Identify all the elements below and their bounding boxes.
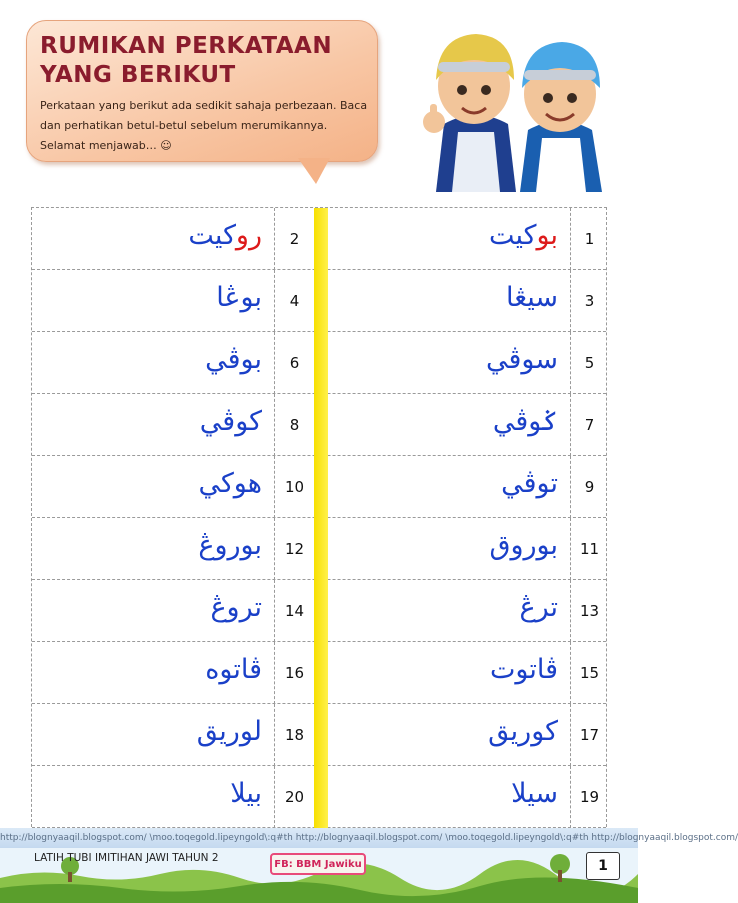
answer-cell-right[interactable] xyxy=(328,704,570,766)
divider-stripe xyxy=(314,394,328,456)
question-number-left: 4 xyxy=(274,270,314,332)
jawi-word-left xyxy=(205,340,262,380)
jawi-word-highlight: بو xyxy=(536,220,558,251)
answer-cell-right[interactable] xyxy=(328,332,570,394)
jawi-word-rest: هوكي xyxy=(198,468,262,499)
jawi-word-left xyxy=(197,712,262,752)
title-line-1: RUMIKAN PERKATAAN xyxy=(40,33,333,59)
jawi-word-right xyxy=(490,526,559,566)
page-number: 1 xyxy=(586,852,620,880)
divider-stripe xyxy=(314,270,328,332)
question-number-left: 8 xyxy=(274,394,314,456)
jawi-word-right xyxy=(490,650,558,690)
instruction-text: Perkataan yang berikut ada sedikit sahaja perbezaan. Baca dan perhatikan betul-betul sebelum merumikannya. Selamat menjawab… ☺ xyxy=(40,99,368,152)
question-number-left: 12 xyxy=(274,518,314,580)
jawi-word-right xyxy=(506,278,558,318)
question-number-right: 11 xyxy=(570,518,608,580)
jawi-word-left xyxy=(200,402,262,442)
answer-cell-right[interactable] xyxy=(328,518,570,580)
question-number-right: 9 xyxy=(570,456,608,518)
question-number-right: 13 xyxy=(570,580,608,642)
question-number-left: 6 xyxy=(274,332,314,394)
question-number-right: 19 xyxy=(570,766,608,828)
jawi-word-right xyxy=(519,588,558,628)
answer-cell-left[interactable] xyxy=(32,704,274,766)
jawi-word-left xyxy=(188,216,262,256)
jawi-word-left xyxy=(216,278,262,318)
table-row xyxy=(32,456,606,518)
question-number-right: 7 xyxy=(570,394,608,456)
table-row xyxy=(32,704,606,766)
divider-stripe xyxy=(314,580,328,642)
jawi-word-left xyxy=(198,526,262,566)
answer-cell-left[interactable] xyxy=(32,518,274,580)
jawi-word-left xyxy=(198,464,262,504)
jawi-word-rest: كوريق xyxy=(488,716,558,747)
jawi-word-rest: سيلا xyxy=(511,778,558,809)
answer-cell-left[interactable] xyxy=(32,580,274,642)
question-number-left: 16 xyxy=(274,642,314,704)
divider-stripe xyxy=(314,642,328,704)
answer-cell-right[interactable] xyxy=(328,642,570,704)
jawi-word-rest: كيت xyxy=(489,220,537,251)
jawi-word-rest: سيڠا xyxy=(505,282,558,313)
page-title xyxy=(40,32,370,90)
jawi-word-rest: ݢوڤي xyxy=(492,406,558,437)
answer-cell-left[interactable] xyxy=(32,766,274,828)
question-number-right: 17 xyxy=(570,704,608,766)
facebook-label: FB: BBM Jawiku xyxy=(270,853,366,875)
title-line-2: YANG BERIKUT xyxy=(40,62,236,88)
answer-cell-left[interactable] xyxy=(32,208,274,270)
table-row xyxy=(32,270,606,332)
question-number-right: 15 xyxy=(570,642,608,704)
jawi-word-rest: ترڠ xyxy=(519,592,558,623)
table-row xyxy=(32,580,606,642)
footer-url-strip: http://blognyaaqil.blogspot.com/ \moo.toqegold.lipeyngold\:q#th http://blognyaaqil.blogspot.com/ \moo.toqegold.lipeyngold\:q#th http://blognyaaqil.blogspot.com/ xyxy=(0,828,638,848)
table-row xyxy=(32,642,606,704)
jawi-word-rest: ڤاتوت xyxy=(489,654,558,685)
divider-stripe xyxy=(314,332,328,394)
answer-cell-right[interactable] xyxy=(328,766,570,828)
table-row xyxy=(32,332,606,394)
jawi-word-rest: ڤاتوه xyxy=(205,654,262,685)
answer-cell-left[interactable] xyxy=(32,456,274,518)
word-table xyxy=(31,207,607,827)
jawi-word-left xyxy=(210,588,262,628)
question-number-left: 18 xyxy=(274,704,314,766)
footer xyxy=(0,828,738,903)
jawi-word-rest: لوريق xyxy=(196,716,262,747)
jawi-word-right xyxy=(486,340,558,380)
answer-cell-right[interactable] xyxy=(328,270,570,332)
jawi-word-rest: بوڠا xyxy=(216,282,262,313)
answer-cell-left[interactable] xyxy=(32,332,274,394)
divider-stripe xyxy=(314,704,328,766)
jawi-word-rest: كيت xyxy=(188,220,236,251)
divider-stripe xyxy=(314,456,328,518)
jawi-word-rest: بوڤي xyxy=(205,344,262,375)
question-number-left: 20 xyxy=(274,766,314,828)
divider-stripe xyxy=(314,766,328,828)
question-number-right: 3 xyxy=(570,270,608,332)
answer-cell-left[interactable] xyxy=(32,394,274,456)
jawi-word-right xyxy=(493,402,558,442)
divider-stripe xyxy=(314,518,328,580)
jawi-word-highlight: رو xyxy=(235,220,262,251)
jawi-word-rest: بوروق xyxy=(489,530,558,561)
divider-stripe xyxy=(314,208,328,270)
bubble-tail xyxy=(298,158,330,184)
question-number-right: 1 xyxy=(570,208,608,270)
jawi-word-right xyxy=(511,774,558,814)
jawi-word-rest: تروڠ xyxy=(210,592,262,623)
jawi-word-rest: توڤي xyxy=(501,468,558,499)
jawi-word-right xyxy=(489,216,558,256)
jawi-word-rest: بيلا xyxy=(230,778,262,809)
question-number-left: 14 xyxy=(274,580,314,642)
footer-series-label: LATIH TUBI IMITIHAN JAWI TAHUN 2 xyxy=(34,852,219,864)
table-row xyxy=(32,394,606,456)
question-number-left: 2 xyxy=(274,208,314,270)
cartoon-characters-illustration xyxy=(416,14,614,194)
question-number-left: 10 xyxy=(274,456,314,518)
table-row xyxy=(32,766,606,828)
jawi-word-rest: كوڤي xyxy=(199,406,262,437)
answer-cell-left[interactable] xyxy=(32,642,274,704)
jawi-word-rest: سوڤي xyxy=(486,344,558,375)
jawi-word-rest: بوروڠ xyxy=(198,530,262,561)
question-number-right: 5 xyxy=(570,332,608,394)
answer-cell-left[interactable] xyxy=(32,270,274,332)
answer-cell-right[interactable] xyxy=(328,208,570,270)
answer-cell-right[interactable] xyxy=(328,456,570,518)
answer-cell-right[interactable] xyxy=(328,580,570,642)
table-row xyxy=(32,518,606,580)
jawi-word-left xyxy=(230,774,262,814)
table-row xyxy=(32,208,606,270)
answer-cell-right[interactable] xyxy=(328,394,570,456)
jawi-word-right xyxy=(488,712,558,752)
jawi-word-right xyxy=(501,464,558,504)
jawi-word-left xyxy=(205,650,262,690)
